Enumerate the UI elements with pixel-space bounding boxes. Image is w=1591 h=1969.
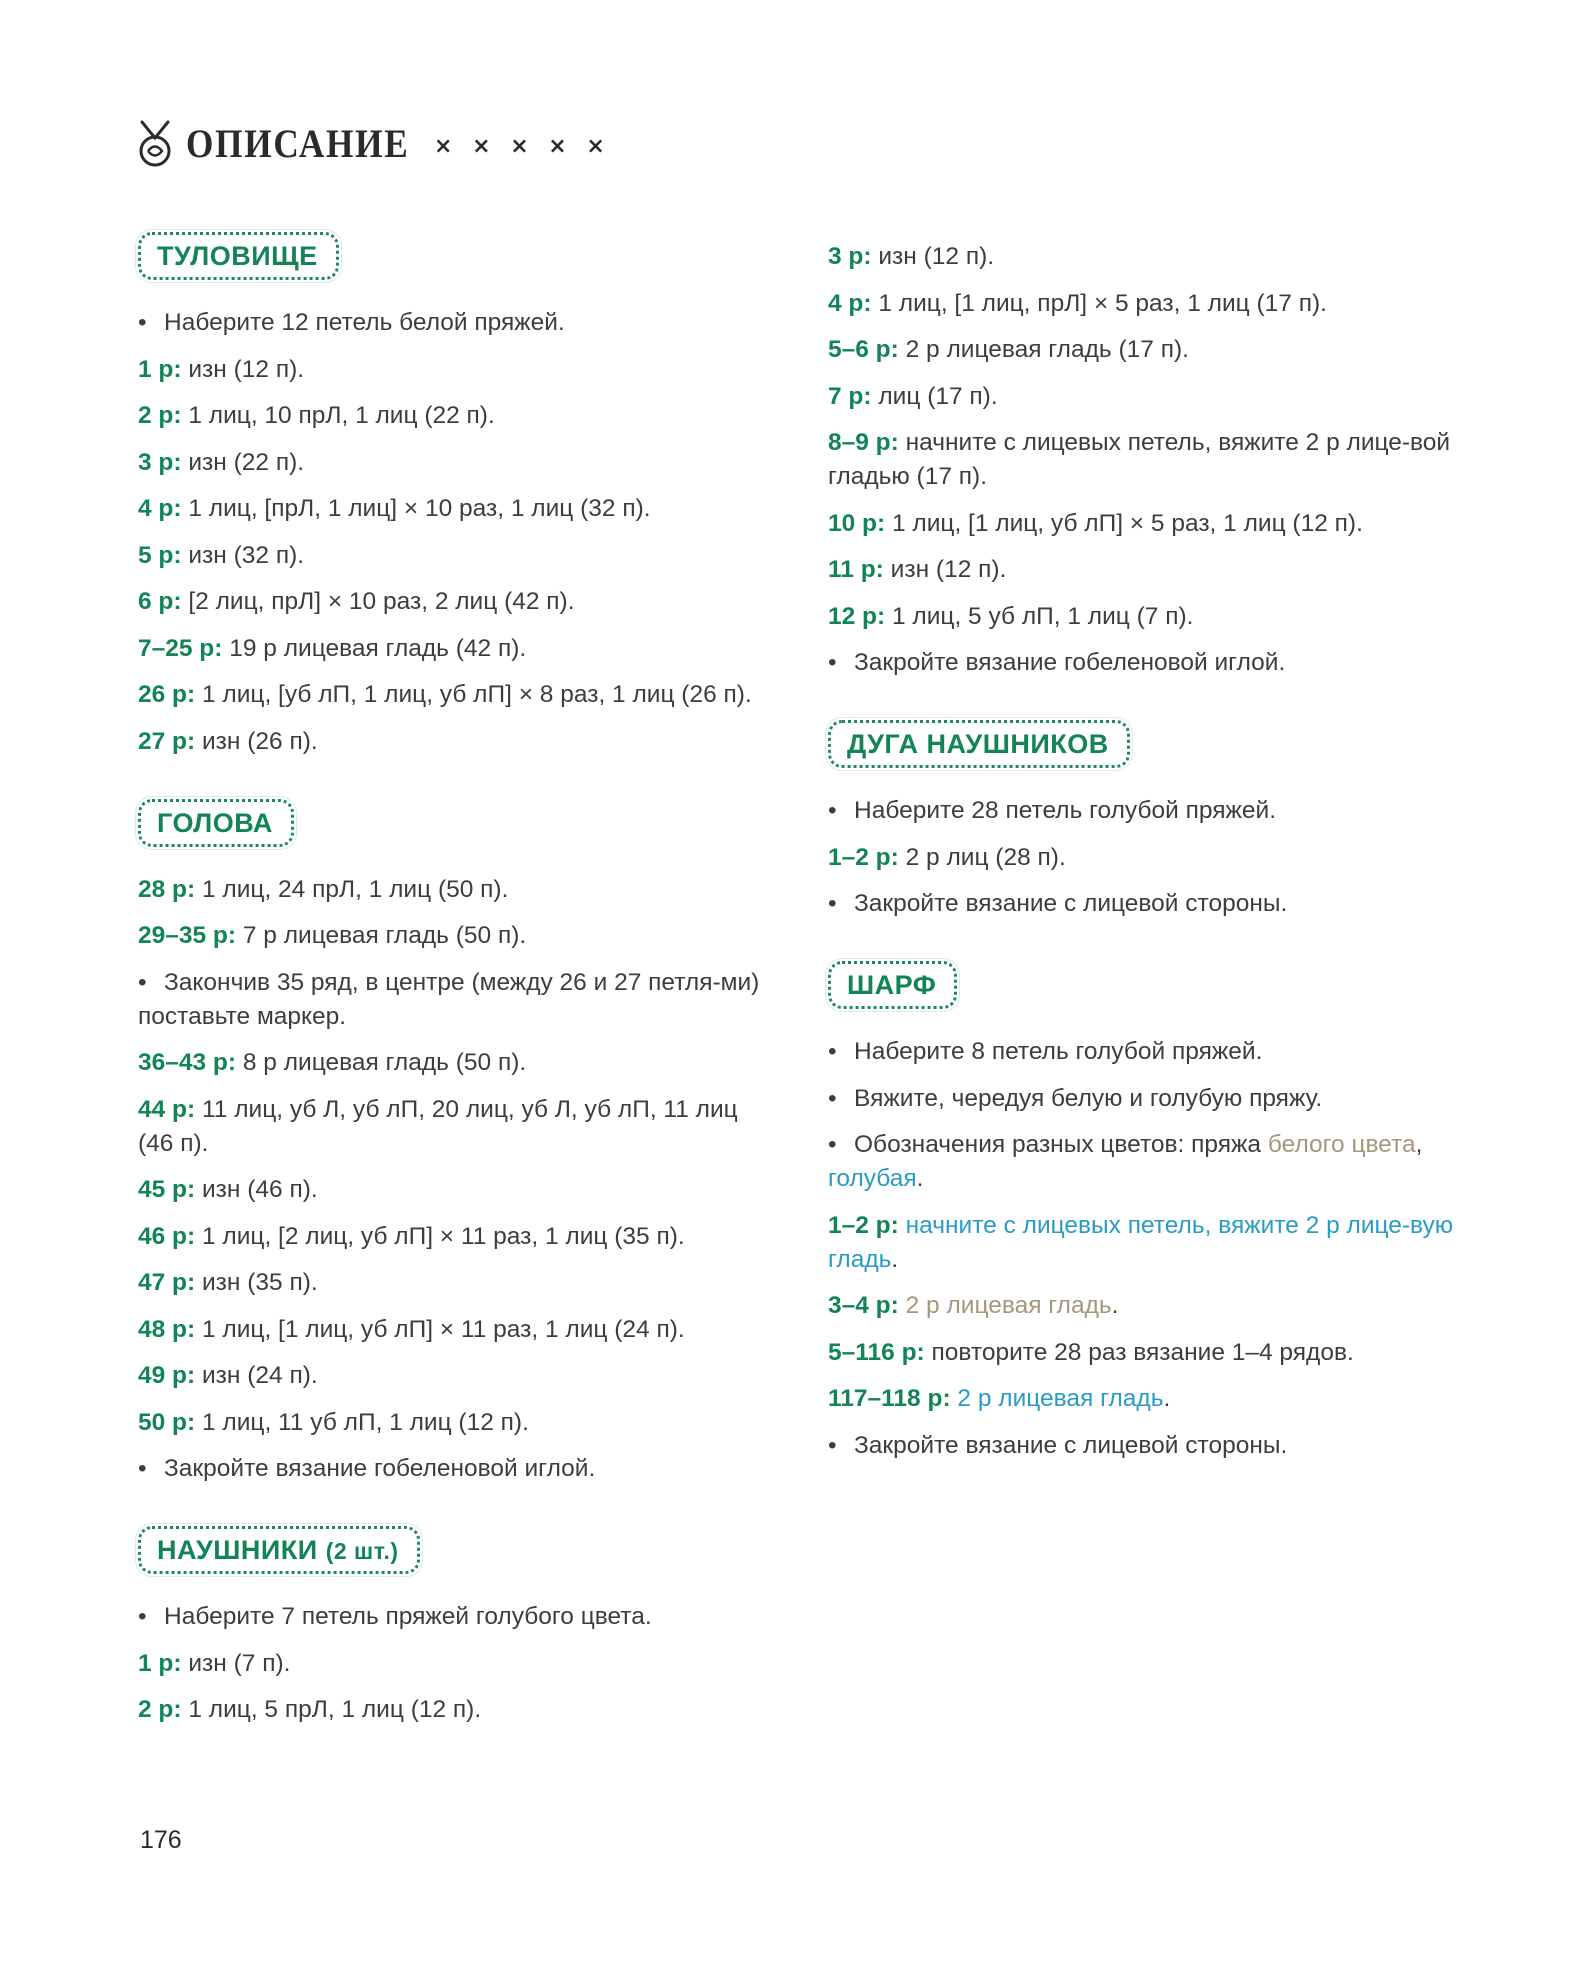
instruction-text: Наберите 7 петель пряжей голубого цвета. xyxy=(164,1603,652,1630)
instruction-text: 1 лиц, [1 лиц, уб лП] × 11 раз, 1 лиц (24 п). xyxy=(195,1315,685,1343)
row-instruction xyxy=(138,1266,778,1300)
instruction-text: изн (12 п). xyxy=(871,243,995,270)
instruction-text: 1 лиц, [1 лиц, уб лП] × 5 раз, 1 лиц (12 п). xyxy=(885,509,1363,537)
instruction-text: 1 лиц, 24 прЛ, 1 лиц (50 п). xyxy=(195,875,509,903)
row-instruction xyxy=(138,1693,778,1727)
row-instruction xyxy=(828,426,1468,494)
row-instruction xyxy=(828,287,1468,321)
bullet-icon: • xyxy=(828,1131,837,1158)
bullet-icon: • xyxy=(138,1455,147,1482)
color-blue-yarn: голубая xyxy=(828,1165,917,1192)
row-number: 47 р: xyxy=(138,1269,196,1296)
row-instruction xyxy=(138,492,778,526)
section-label-earphones xyxy=(138,1526,420,1574)
right-column xyxy=(828,240,1468,1503)
row-number: 5 р: xyxy=(138,541,182,569)
list-item xyxy=(138,966,778,1034)
row-instruction xyxy=(138,632,778,666)
row-number: 1 р: xyxy=(138,1649,182,1677)
bullet-icon: • xyxy=(828,890,837,917)
instruction-text: 2 р лицевая гладь (17 п). xyxy=(898,336,1189,363)
row-number: 8–9 р: xyxy=(828,429,899,456)
row-instruction xyxy=(138,1220,778,1254)
row-number: 1 р: xyxy=(138,355,182,383)
row-instruction xyxy=(138,1406,778,1440)
row-number: 45 р: xyxy=(138,1176,196,1203)
row-number: 27 р: xyxy=(138,727,196,755)
bullet-icon: • xyxy=(828,1431,837,1459)
row-instruction xyxy=(138,585,778,619)
earphones-cont-lines xyxy=(828,240,1468,680)
row-instruction xyxy=(828,333,1468,367)
color-white-yarn: белого цвета xyxy=(1267,1131,1416,1158)
instruction-text: 1 лиц, [2 лиц, уб лП] × 11 раз, 1 лиц (35 п). xyxy=(195,1222,685,1250)
row-instruction xyxy=(138,399,778,433)
list-item: • Вяжите, чередуя белую и голубую пряжу. xyxy=(828,1082,1468,1116)
yarn-ball-icon xyxy=(138,118,172,168)
section-earphones-continued xyxy=(828,240,1468,680)
instruction-text: изн (22 п). xyxy=(181,448,305,476)
row-number: 12 р: xyxy=(828,602,886,630)
list-item: • Обозначения разных цветов: пряжа белого цвета, голубая. xyxy=(828,1128,1468,1196)
instruction-text: 1 лиц, 5 уб лП, 1 лиц (7 п). xyxy=(885,602,1194,630)
instruction-text: изн (26 п). xyxy=(195,727,318,755)
instruction-text: 2 р лиц (28 п). xyxy=(898,843,1066,871)
row-instruction xyxy=(138,1313,778,1347)
section-headband xyxy=(828,720,1468,921)
row-number: 1–2 р: xyxy=(828,843,899,871)
earphones-lines xyxy=(138,1600,778,1727)
list-item: • Наберите 8 петель голубой пряжей. xyxy=(828,1035,1468,1069)
row-instruction: 3–4 р: 2 р лицевая гладь. xyxy=(828,1292,1119,1319)
row-number: 3 р: xyxy=(138,448,182,476)
instruction-text: 7 р лицевая гладь (50 п). xyxy=(236,922,527,949)
list-item: • Закройте вязание с лицевой стороны. xyxy=(828,1429,1468,1463)
row-instruction xyxy=(828,841,1468,875)
row-instruction xyxy=(138,1093,778,1161)
row-number: 36–43 р: xyxy=(138,1049,237,1076)
row-instruction xyxy=(138,1046,778,1080)
section-head xyxy=(138,799,778,1487)
row-number: 4 р: xyxy=(138,495,182,522)
row-instruction xyxy=(138,1359,778,1393)
instruction-text: изн (24 п). xyxy=(195,1362,318,1389)
section-scarf xyxy=(828,961,1468,1463)
row-instruction xyxy=(138,873,778,907)
instruction-text: изн (12 п). xyxy=(883,556,1007,583)
row-instruction xyxy=(138,678,778,712)
instruction-text: начните с лицевых петель, вяжите 2 р лице-вой гладью (17 п). xyxy=(828,429,1451,490)
row-instruction xyxy=(828,240,1468,274)
row-number: 44 р: xyxy=(138,1095,196,1123)
row-instruction xyxy=(138,919,778,953)
instruction-text: Наберите 28 петель голубой пряжей. xyxy=(854,797,1277,824)
instruction-text: 1 лиц, [прЛ, 1 лиц] × 10 раз, 1 лиц (32 п). xyxy=(181,495,651,522)
row-number: 7–25 р: xyxy=(138,634,223,662)
instruction-text: 8 р лицевая гладь (50 п). xyxy=(236,1049,527,1076)
list-item xyxy=(138,1600,778,1634)
instruction-text: Наберите 12 петель белой пряжей. xyxy=(164,309,565,336)
row-number: 2 р: xyxy=(138,402,182,429)
row-instruction xyxy=(828,553,1468,587)
bullet-icon: • xyxy=(138,968,147,996)
row-number: 6 р: xyxy=(138,588,182,615)
instruction-text: Закройте вязание с лицевой стороны. xyxy=(854,890,1288,917)
instruction-text: изн (7 п). xyxy=(181,1649,291,1677)
list-item xyxy=(138,306,778,340)
instruction-text: 1 лиц, 11 уб лП, 1 лиц (12 п). xyxy=(195,1408,529,1436)
earphones-label-text: НАУШНИКИ xyxy=(157,1535,318,1565)
headband-lines xyxy=(828,794,1468,921)
header-decoration: × × × × × xyxy=(434,133,611,159)
section-label-head: ГОЛОВА xyxy=(138,799,294,847)
row-instruction xyxy=(138,1647,778,1681)
instruction-text: 11 лиц, уб Л, уб лП, 20 лиц, уб Л, уб лП, 11 лиц (46 п). xyxy=(138,1095,738,1157)
page-title: ОПИСАНИЕ xyxy=(186,120,410,166)
left-column xyxy=(138,232,778,1767)
row-instruction xyxy=(138,1173,778,1207)
row-number: 46 р: xyxy=(138,1222,196,1250)
instruction-text: [2 лиц, прЛ] × 10 раз, 2 лиц (42 п). xyxy=(181,588,575,615)
instruction-text: Закройте вязание гобеленовой иглой. xyxy=(854,649,1286,676)
row-number: 50 р: xyxy=(138,1408,196,1436)
instruction-text: 19 р лицевая гладь (42 п). xyxy=(222,634,527,662)
row-number: 10 р: xyxy=(828,509,886,537)
head-lines xyxy=(138,873,778,1487)
instruction-text: Закончив 35 ряд, в центре (между 26 и 27 петля-ми) поставьте маркер. xyxy=(138,968,760,1030)
row-instruction: 117–118 р: 2 р лицевая гладь. xyxy=(828,1385,1171,1412)
bullet-icon: • xyxy=(138,1603,147,1630)
instruction-text: 1 лиц, [уб лП, 1 лиц, уб лП] × 8 раз, 1 лиц (26 п). xyxy=(195,681,752,708)
instruction-text: изн (12 п). xyxy=(181,355,305,383)
row-instruction xyxy=(138,353,778,387)
page-number: 176 xyxy=(140,1826,182,1854)
instruction-text: 1 лиц, [1 лиц, прЛ] × 5 раз, 1 лиц (17 п). xyxy=(871,289,1327,317)
earphones-label-count: (2 шт.) xyxy=(325,1538,399,1564)
row-number: 28 р: xyxy=(138,875,196,903)
instruction-text: изн (46 п). xyxy=(195,1176,318,1203)
list-item xyxy=(828,646,1468,680)
section-label-headband: ДУГА НАУШНИКОВ xyxy=(828,720,1130,768)
row-number: 11 р: xyxy=(828,556,884,583)
section-earphones xyxy=(138,1526,778,1727)
row-number: 29–35 р: xyxy=(138,922,237,949)
row-instruction xyxy=(138,725,778,759)
torso-lines xyxy=(138,306,778,759)
bullet-icon: • xyxy=(828,1084,837,1112)
list-item xyxy=(138,1452,778,1486)
bullet-icon: • xyxy=(828,1038,837,1065)
row-number: 2 р: xyxy=(138,1696,182,1723)
list-item xyxy=(828,887,1468,921)
list-item xyxy=(828,794,1468,828)
instruction-text: изн (35 п). xyxy=(195,1269,318,1296)
page-header xyxy=(138,118,611,168)
section-label-torso: ТУЛОВИЩЕ xyxy=(138,232,339,280)
instruction-text: Закройте вязание гобеленовой иглой. xyxy=(164,1455,596,1482)
row-instruction xyxy=(138,539,778,573)
row-number: 4 р: xyxy=(828,289,872,317)
row-instruction xyxy=(828,507,1468,541)
section-torso xyxy=(138,232,778,759)
row-number: 3 р: xyxy=(828,243,872,270)
row-number: 5–6 р: xyxy=(828,336,899,363)
instruction-text: лиц (17 п). xyxy=(871,382,998,410)
row-number: 7 р: xyxy=(828,382,872,410)
row-instruction xyxy=(828,600,1468,634)
section-label-scarf: ШАРФ xyxy=(828,961,957,1009)
row-number: 26 р: xyxy=(138,681,196,708)
row-instruction: 5–116 р: повторите 28 раз вязание 1–4 рядов. xyxy=(828,1338,1354,1366)
bullet-icon: • xyxy=(138,309,147,336)
instruction-text: 1 лиц, 5 прЛ, 1 лиц (12 п). xyxy=(181,1696,482,1723)
row-instruction xyxy=(138,446,778,480)
row-instruction xyxy=(828,380,1468,414)
bullet-icon: • xyxy=(828,649,837,676)
row-number: 48 р: xyxy=(138,1315,196,1343)
row-number: 49 р: xyxy=(138,1362,196,1389)
bullet-icon: • xyxy=(828,797,837,824)
row-instruction: 1–2 р: начните с лицевых петель, вяжите 2 р лице-вую гладь. xyxy=(828,1211,1454,1273)
instruction-text: изн (32 п). xyxy=(181,541,305,569)
instruction-text: 1 лиц, 10 прЛ, 1 лиц (22 п). xyxy=(181,402,495,429)
